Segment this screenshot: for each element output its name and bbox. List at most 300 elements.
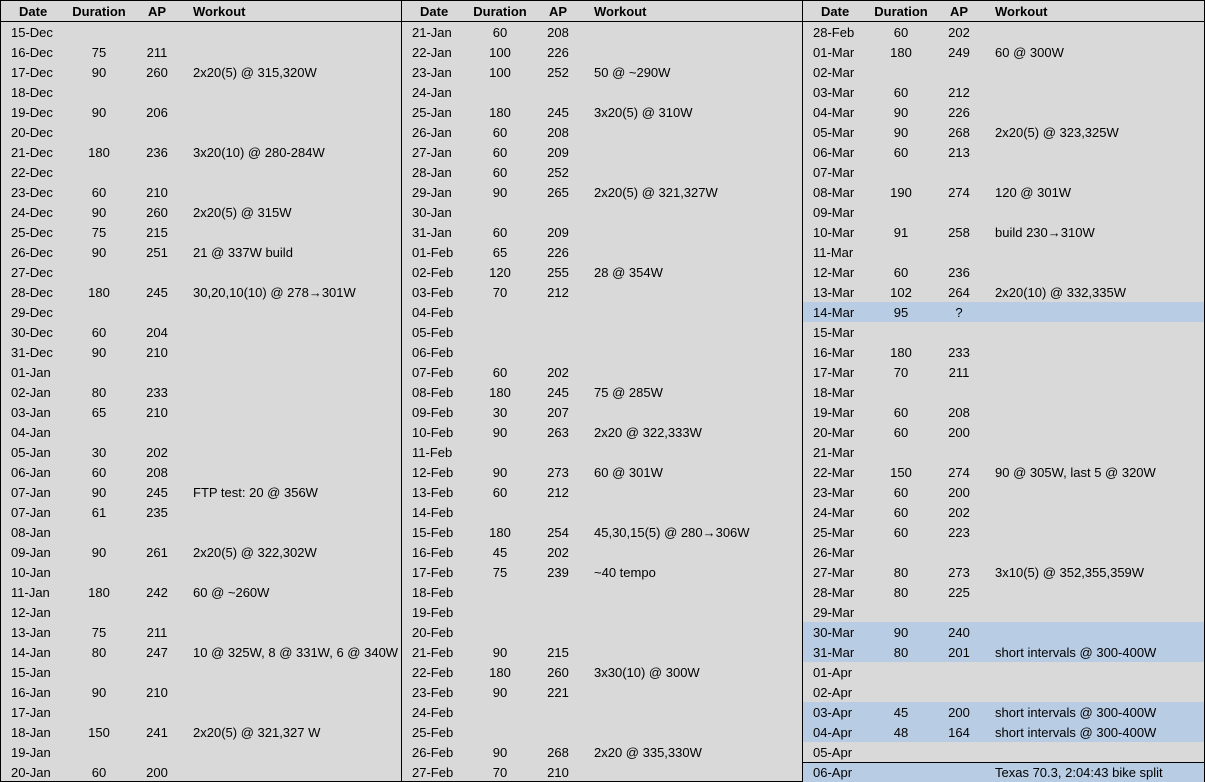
ap-cell: 210 [146,184,168,200]
date-cell: 22-Dec [11,164,53,180]
ap-cell: 273 [948,564,970,580]
date-cell: 04-Apr [813,724,853,740]
workout-cell: 60 @ 300W [995,44,1064,60]
duration-cell: 60 [91,324,107,340]
duration-cell: 70 [893,364,909,380]
table-row [402,102,802,122]
ap-cell: 208 [547,24,569,40]
date-cell: 17-Jan [11,704,51,720]
ap-cell: 201 [948,644,970,660]
ap-cell: 264 [948,284,970,300]
date-cell: 02-Mar [813,64,855,80]
workout-cell: 28 @ 354W [594,264,663,280]
table-row [1,242,401,262]
duration-cell: 100 [489,64,511,80]
table-row [803,422,1204,442]
ap-cell: 261 [146,544,168,560]
table-row [803,722,1204,742]
header-date: Date [821,3,850,19]
duration-cell: 90 [91,344,107,360]
workout-cell: 2x20(5) @ 323,325W [995,124,1119,140]
table-row [1,682,401,702]
table-row [803,182,1204,202]
table-row [1,62,401,82]
duration-cell: 60 [893,84,909,100]
ap-cell: 206 [146,104,168,120]
duration-cell: 48 [893,724,909,740]
date-cell: 01-Feb [412,244,454,260]
table-row [402,742,802,762]
date-cell: 11-Jan [11,584,50,600]
duration-cell: 60 [91,464,107,480]
workout-cell: short intervals @ 300-400W [995,724,1157,740]
workout-cell: 45,30,15(5) @ 280→306W [594,524,750,540]
table-row [1,282,401,302]
duration-cell: 75 [91,44,107,60]
ap-cell: 210 [547,764,569,780]
table-row [402,502,802,522]
table-row [402,262,802,282]
table-row [1,742,401,762]
ap-cell: 226 [547,244,569,260]
table-row [803,402,1204,422]
date-cell: 07-Feb [412,364,454,380]
date-cell: 07-Jan [11,504,51,520]
duration-cell: 180 [88,144,110,160]
ap-cell: 249 [948,44,970,60]
date-cell: 15-Jan [11,664,51,680]
table-row [402,422,802,442]
duration-cell: 30 [91,444,107,460]
table-row [1,562,401,582]
table-row [1,382,401,402]
table-row [803,42,1204,62]
table-row [402,662,802,682]
duration-cell: 60 [91,184,107,200]
duration-cell: 65 [91,404,107,420]
date-cell: 24-Jan [412,84,452,100]
table-row [1,662,401,682]
workout-cell: 2x20(5) @ 315,320W [193,64,317,80]
date-cell: 26-Jan [412,124,452,140]
ap-cell: 274 [948,464,970,480]
table-row [402,642,802,662]
table-row [803,362,1204,382]
duration-cell: 60 [893,264,909,280]
date-cell: 09-Mar [813,204,855,220]
date-cell: 14-Mar [813,304,855,320]
duration-cell: 75 [492,564,508,580]
header-duration: Duration [473,3,527,19]
duration-cell: 90 [91,244,107,260]
duration-cell: 90 [492,684,508,700]
date-cell: 06-Apr [813,765,853,780]
table-row [402,22,802,42]
date-cell: 10-Feb [412,424,454,440]
table-row [803,22,1204,42]
ap-cell: 245 [547,104,569,120]
table-row [1,502,401,522]
date-cell: 27-Mar [813,564,855,580]
ap-cell: 247 [146,644,168,660]
date-cell: 31-Dec [11,344,53,360]
date-cell: 18-Jan [11,724,51,740]
duration-cell: 90 [893,624,909,640]
duration-cell: 60 [893,24,909,40]
table-row [803,482,1204,502]
date-cell: 20-Mar [813,424,855,440]
table-row [1,262,401,282]
workout-cell: 60 @ ~260W [193,584,270,600]
date-cell: 08-Feb [412,384,454,400]
table-row [402,482,802,502]
workout-cell: 3x20(5) @ 310W [594,104,693,120]
ap-cell: 236 [146,144,168,160]
duration-cell: 60 [492,124,508,140]
date-cell: 14-Jan [11,644,51,660]
duration-cell: 90 [91,64,107,80]
table-row [1,522,401,542]
date-cell: 15-Feb [412,524,454,540]
date-cell: 19-Jan [11,744,51,760]
table-row [1,362,401,382]
duration-cell: 60 [893,144,909,160]
duration-cell: 180 [489,104,511,120]
ap-cell: 207 [547,404,569,420]
workout-cell: 60 @ 301W [594,464,663,480]
workout-cell: 21 @ 337W build [193,244,293,260]
ap-cell: 239 [547,564,569,580]
table-row [1,202,401,222]
table-row [402,562,802,582]
date-cell: 13-Mar [813,284,855,300]
date-cell: 01-Jan [11,364,51,380]
workout-cell: 120 @ 301W [995,184,1072,200]
ap-cell: 274 [948,184,970,200]
ap-cell: 252 [547,64,569,80]
table-row [803,562,1204,582]
table-row [803,542,1204,562]
ap-cell: 209 [547,144,569,160]
table-row [1,102,401,122]
workout-cell: Texas 70.3, 2:04:43 bike split [995,765,1163,780]
date-cell: 09-Jan [11,544,51,560]
ap-cell: 265 [547,184,569,200]
ap-cell: 200 [146,764,168,780]
duration-cell: 180 [489,664,511,680]
date-cell: 26-Dec [11,244,53,260]
table-row [1,642,401,662]
date-cell: 14-Feb [412,504,454,520]
header-date: Date [19,3,48,19]
table-row [1,702,401,722]
table-row [803,622,1204,642]
table-row [803,142,1204,162]
duration-cell: 180 [489,524,511,540]
date-cell: 03-Apr [813,704,853,720]
table-row [803,302,1204,322]
date-cell: 25-Feb [412,724,454,740]
duration-cell: 90 [492,744,508,760]
duration-cell: 91 [893,224,909,240]
ap-cell: 212 [547,284,569,300]
ap-cell: 268 [948,124,970,140]
duration-cell: 60 [893,524,909,540]
date-cell: 29-Jan [412,184,452,200]
table-row [402,182,802,202]
workout-cell: FTP test: 20 @ 356W [193,484,318,500]
duration-cell: 180 [890,344,912,360]
table-row [1,482,401,502]
date-cell: 03-Feb [412,284,454,300]
date-cell: 05-Jan [11,444,51,460]
duration-cell: 90 [492,184,508,200]
date-cell: 28-Jan [412,164,452,180]
ap-cell: 240 [948,624,970,640]
table-row [1,302,401,322]
table-row [803,762,1204,782]
date-cell: 19-Feb [412,604,454,620]
duration-cell: 180 [88,584,110,600]
ap-cell: 202 [146,444,168,460]
workout-cell: 2x20 @ 335,330W [594,744,702,760]
duration-cell: 60 [893,404,909,420]
duration-cell: 45 [492,544,508,560]
date-cell: 19-Mar [813,404,855,420]
date-cell: 18-Mar [813,384,855,400]
date-cell: 27-Dec [11,264,53,280]
date-cell: 18-Dec [11,84,53,100]
date-cell: 08-Jan [11,524,51,540]
table-row [1,222,401,242]
table-row [803,662,1204,682]
duration-cell: 150 [88,724,110,740]
table-row [803,242,1204,262]
ap-cell: 202 [547,364,569,380]
duration-cell: 90 [91,104,107,120]
date-cell: 24-Dec [11,204,53,220]
table-row [402,442,802,462]
ap-cell: 204 [146,324,168,340]
ap-cell: 200 [948,484,970,500]
table-row [803,282,1204,302]
table-row [803,582,1204,602]
duration-cell: 90 [893,124,909,140]
header-workout: Workout [995,3,1048,19]
table-row [803,702,1204,722]
duration-cell: 61 [91,504,107,520]
table-row [402,542,802,562]
ap-cell: 252 [547,164,569,180]
header-ap: AP [949,3,969,19]
ap-cell: 200 [948,704,970,720]
table-row [402,142,802,162]
workout-cell: ~40 tempo [594,564,656,580]
header-workout: Workout [193,3,246,19]
workout-cell: 2x20(5) @ 321,327W [594,184,718,200]
table-row [1,762,401,782]
table-row [402,602,802,622]
date-cell: 16-Jan [11,684,51,700]
table-row [402,302,802,322]
date-cell: 16-Mar [813,344,855,360]
duration-cell: 80 [893,644,909,660]
date-cell: 03-Jan [11,404,51,420]
date-cell: 17-Feb [412,564,454,580]
duration-cell: 60 [492,364,508,380]
duration-cell: 180 [88,284,110,300]
table-row [1,442,401,462]
duration-cell: 75 [91,624,107,640]
table-row [803,122,1204,142]
table-row [402,342,802,362]
table-row [402,82,802,102]
table-row [402,722,802,742]
ap-cell: 260 [547,664,569,680]
table-row [402,402,802,422]
table-row [1,622,401,642]
date-cell: 20-Dec [11,124,53,140]
duration-cell: 60 [492,164,508,180]
header-ap: AP [147,3,167,19]
date-cell: 24-Mar [813,504,855,520]
ap-cell: 235 [146,504,168,520]
ap-cell: 226 [948,104,970,120]
ap-cell: 208 [146,464,168,480]
date-cell: 21-Dec [11,144,53,160]
ap-cell: 211 [146,44,168,60]
ap-cell: 245 [547,384,569,400]
duration-cell: 60 [492,24,508,40]
date-cell: 01-Mar [813,44,855,60]
date-cell: 06-Mar [813,144,855,160]
header-duration: Duration [72,3,126,19]
panel-rows [803,22,1204,782]
date-cell: 10-Mar [813,224,855,240]
date-cell: 17-Dec [11,64,53,80]
ap-cell: 263 [547,424,569,440]
date-cell: 16-Feb [412,544,454,560]
date-cell: 23-Jan [412,64,452,80]
workout-cell: 2x20(5) @ 321,327 W [193,724,321,740]
table-row [1,342,401,362]
date-cell: 29-Mar [813,604,855,620]
table-row [1,462,401,482]
panel-3 [803,1,1204,781]
duration-cell: 45 [893,704,909,720]
date-cell: 28-Feb [813,24,855,40]
duration-cell: 70 [492,284,508,300]
date-cell: 28-Mar [813,584,855,600]
ap-cell: 215 [146,224,168,240]
date-cell: 05-Mar [813,124,855,140]
ap-cell: 211 [948,364,970,380]
table-row [402,62,802,82]
date-cell: 23-Feb [412,684,454,700]
table-row [402,682,802,702]
date-cell: 25-Mar [813,524,855,540]
ap-cell: 213 [948,144,970,160]
table-row [803,102,1204,122]
table-row [803,62,1204,82]
table-row [803,642,1204,662]
table-row [402,242,802,262]
workout-cell: 3x10(5) @ 352,355,359W [995,564,1145,580]
table-row [1,122,401,142]
duration-cell: 90 [492,424,508,440]
workout-cell: build 230→310W [995,224,1095,240]
duration-cell: 60 [492,224,508,240]
ap-cell: 260 [146,204,168,220]
table-row [402,202,802,222]
workout-cell: 2x20(10) @ 332,335W [995,284,1126,300]
date-cell: 23-Mar [813,484,855,500]
workout-cell: 75 @ 285W [594,384,663,400]
date-cell: 26-Mar [813,544,855,560]
table-row [402,362,802,382]
workout-cell: 30,20,10(10) @ 278→301W [193,284,356,300]
date-cell: 03-Mar [813,84,855,100]
date-cell: 08-Mar [813,184,855,200]
table-row [402,762,802,782]
ap-cell: 210 [146,684,168,700]
duration-cell: 60 [893,504,909,520]
ap-cell: 212 [547,484,569,500]
duration-cell: 190 [890,184,912,200]
header-row [402,1,802,22]
duration-cell: 100 [489,44,511,60]
date-cell: 20-Jan [11,764,51,780]
duration-cell: 75 [91,224,107,240]
table-row [803,442,1204,462]
ap-cell: 226 [547,44,569,60]
duration-cell: 90 [91,484,107,500]
duration-cell: 90 [91,544,107,560]
duration-cell: 95 [893,304,909,320]
workout-cell: short intervals @ 300-400W [995,704,1157,720]
panel-rows [1,22,401,782]
table-row [402,322,802,342]
table-row [402,462,802,482]
date-cell: 01-Apr [813,664,853,680]
table-row [803,322,1204,342]
ap-cell: 200 [948,424,970,440]
date-cell: 04-Feb [412,304,454,320]
ap-cell: 245 [146,284,168,300]
panel-1 [1,1,402,781]
workout-cell: 50 @ ~290W [594,64,671,80]
duration-cell: 80 [893,564,909,580]
duration-cell: 60 [492,144,508,160]
table-row [1,22,401,42]
date-cell: 10-Jan [11,564,51,580]
ap-cell: 245 [146,484,168,500]
ap-cell: 260 [146,64,168,80]
date-cell: 12-Feb [412,464,454,480]
ap-cell: 268 [547,744,569,760]
duration-cell: 60 [893,484,909,500]
ap-cell: 273 [547,464,569,480]
date-cell: 25-Dec [11,224,53,240]
header-row [1,1,401,22]
duration-cell: 60 [893,424,909,440]
table-row [1,322,401,342]
duration-cell: 90 [893,104,909,120]
duration-cell: 70 [492,764,508,780]
date-cell: 31-Mar [813,644,855,660]
workout-cell: 10 @ 325W, 8 @ 331W, 6 @ 340W [193,644,399,660]
header-row [803,1,1204,22]
